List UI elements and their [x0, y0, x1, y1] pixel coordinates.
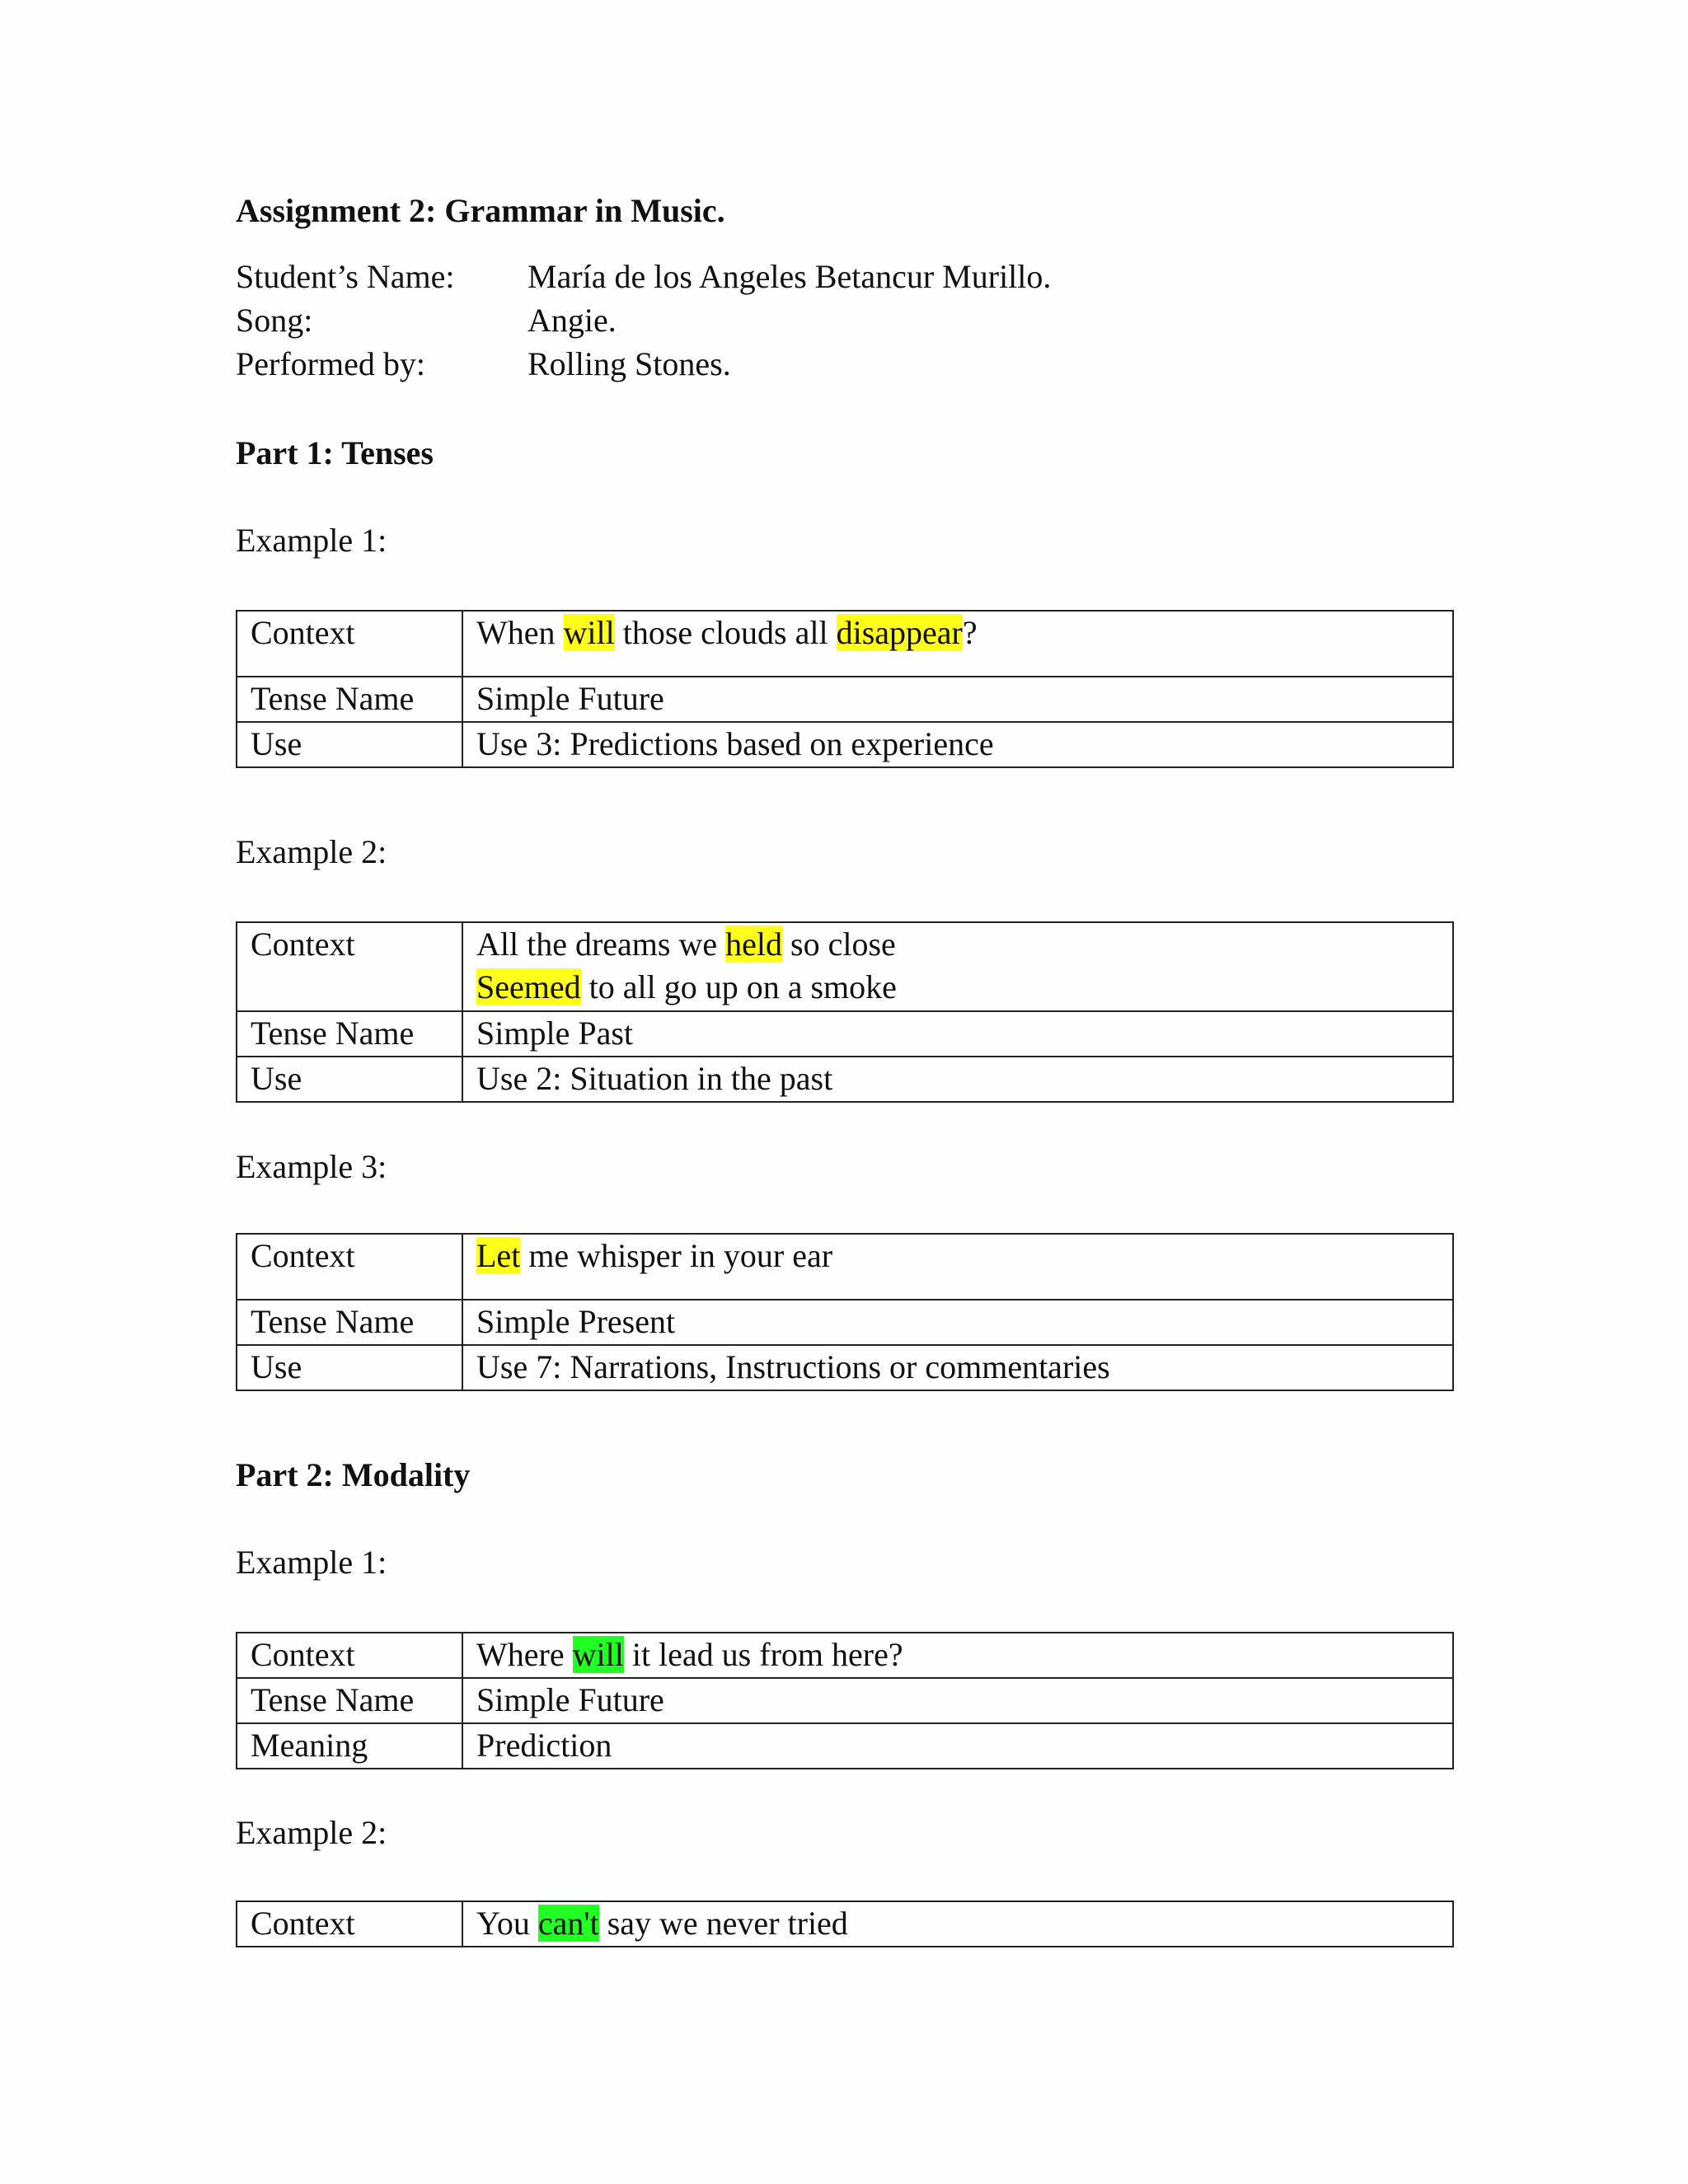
tense-key: Tense Name: [237, 677, 462, 722]
highlighted-verb: disappear: [836, 614, 963, 651]
context-key: Context: [237, 922, 462, 1011]
context-text: When: [476, 614, 564, 651]
use-key: Use: [237, 1345, 462, 1390]
tense-key: Tense Name: [237, 1300, 462, 1345]
part1-example3-label: Example 3:: [236, 1148, 387, 1185]
context-text: so close: [782, 926, 896, 963]
highlighted-modal: will: [572, 1636, 624, 1673]
tense-key: Tense Name: [237, 1011, 462, 1057]
highlighted-verb: held: [725, 926, 783, 963]
tense-row: [237, 1300, 1453, 1345]
context-text: say we never tried: [598, 1905, 848, 1942]
tense-value: Simple Future: [462, 1678, 1453, 1723]
use-value: Use 2: Situation in the past: [462, 1057, 1453, 1102]
part2-example1-table: [236, 1632, 1454, 1769]
use-row: [237, 722, 1453, 767]
tense-value: Simple Present: [462, 1300, 1453, 1345]
performer-label: Performed by:: [236, 345, 425, 382]
tense-value: Simple Future: [462, 677, 1453, 722]
context-value: [462, 1633, 1453, 1678]
context-value: [462, 611, 1453, 677]
context-value: [462, 1901, 1453, 1947]
context-row: [237, 922, 1453, 1011]
song-value: Angie.: [528, 302, 617, 339]
part1-example1-label: Example 1:: [236, 522, 387, 559]
part2-heading: Part 2: Modality: [236, 1456, 471, 1493]
highlighted-verb: Let: [476, 1237, 521, 1274]
part1-example3-table: [236, 1233, 1454, 1391]
highlighted-verb: will: [563, 614, 615, 651]
context-row: [237, 1901, 1453, 1947]
part1-example2-label: Example 2:: [236, 833, 387, 870]
tense-row: [237, 1678, 1453, 1723]
meaning-row: [237, 1723, 1453, 1769]
context-key: Context: [237, 1901, 462, 1947]
song-label: Song:: [236, 302, 313, 339]
use-value: Use 3: Predictions based on experience: [462, 722, 1453, 767]
context-text: me whisper in your ear: [520, 1237, 833, 1274]
part2-example1-label: Example 1:: [236, 1544, 387, 1581]
student-name-label: Student’s Name:: [236, 258, 455, 295]
performer-value: Rolling Stones.: [528, 345, 731, 382]
document-title: Assignment 2: Grammar in Music.: [236, 192, 725, 229]
context-row: [237, 611, 1453, 677]
use-row: [237, 1057, 1453, 1102]
context-value: [462, 1234, 1453, 1300]
context-text: it lead us from here?: [623, 1636, 903, 1673]
highlighted-modal: can't: [537, 1905, 599, 1942]
meaning-key: Meaning: [237, 1723, 462, 1769]
highlighted-verb: Seemed: [476, 968, 581, 1005]
student-name-value: María de los Angeles Betancur Murillo.: [528, 258, 1052, 295]
context-text: Where: [476, 1636, 573, 1673]
part1-heading: Part 1: Tenses: [236, 434, 434, 471]
context-text: those clouds all: [614, 614, 837, 651]
context-line-1: [476, 923, 1439, 966]
part1-example1-table: [236, 610, 1454, 768]
tense-row: [237, 677, 1453, 722]
tense-value: Simple Past: [462, 1011, 1453, 1057]
use-key: Use: [237, 1057, 462, 1102]
part2-example2-table: [236, 1900, 1454, 1947]
context-key: Context: [237, 1234, 462, 1300]
context-key: Context: [237, 1633, 462, 1678]
context-value: [462, 922, 1453, 1011]
use-row: [237, 1345, 1453, 1390]
tense-row: [237, 1011, 1453, 1057]
context-text: ?: [962, 614, 978, 651]
meaning-value: Prediction: [462, 1723, 1453, 1769]
tense-key: Tense Name: [237, 1678, 462, 1723]
context-text: You: [476, 1905, 538, 1942]
context-row: [237, 1633, 1453, 1678]
context-text: to all go up on a smoke: [580, 968, 897, 1005]
part2-example2-label: Example 2:: [236, 1814, 387, 1851]
context-text: All the dreams we: [476, 926, 726, 963]
context-line-2: [476, 966, 1439, 1009]
context-key: Context: [237, 611, 462, 677]
use-value: Use 7: Narrations, Instructions or commentaries: [462, 1345, 1453, 1390]
context-row: [237, 1234, 1453, 1300]
part1-example2-table: [236, 921, 1454, 1103]
use-key: Use: [237, 722, 462, 767]
